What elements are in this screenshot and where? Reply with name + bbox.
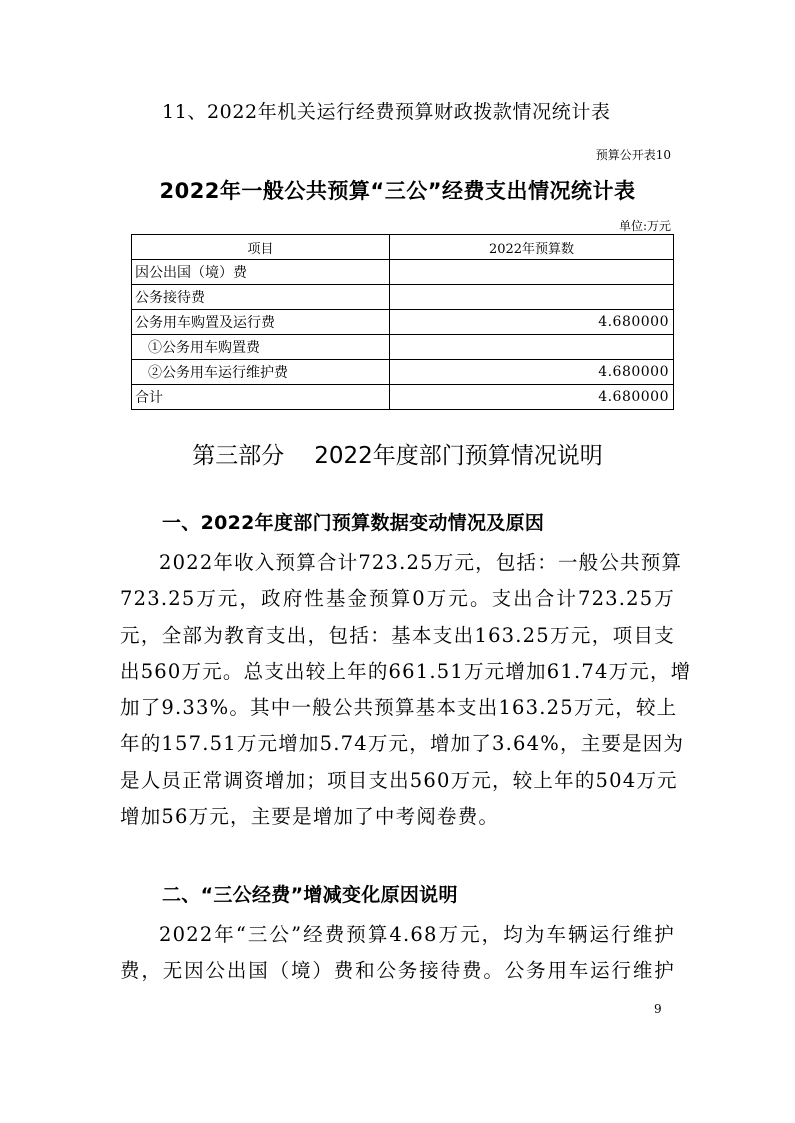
table-row [132, 360, 674, 385]
table-code: 预算公开表10 [595, 148, 671, 162]
row-value: 4.680000 [390, 360, 674, 385]
paragraph-three-public-expenses [120, 917, 675, 990]
table-row [132, 335, 674, 360]
paragraph-budget-changes [120, 545, 692, 835]
row-item: 公务接待费 [132, 285, 390, 310]
row-value: 4.680000 [390, 310, 674, 335]
paragraph-line: 年的157.51万元增加5.74万元，增加了3.64%，主要是因为 [120, 732, 685, 756]
column-header-budget: 2022年预算数 [390, 235, 674, 260]
row-value: 4.680000 [390, 385, 674, 410]
table-title: 2022年一般公共预算“三公”经费支出情况统计表 [159, 179, 636, 203]
budget-table [131, 234, 674, 410]
row-value [390, 285, 674, 310]
row-item: 因公出国（境）费 [132, 260, 390, 285]
paragraph-line: 是人员正常调资增加；项目支出560万元，较上年的504万元 [120, 768, 678, 792]
paragraph-line: 加了9.33%。其中一般公共预算基本支出163.25万元，较上 [120, 696, 678, 720]
row-item: 合计 [132, 385, 390, 410]
paragraph-line: 2022年收入预算合计723.25万元，包括：一般公共预算 [159, 551, 683, 574]
part-title [0, 437, 795, 470]
paragraph-line: 费，无因公出国（境）费和公务接待费。公务用车运行维护 [120, 959, 675, 983]
column-header-item: 项目 [132, 235, 390, 260]
table-row [132, 310, 674, 335]
paragraph-line: 2022年“三公”经费预算4.68万元，均为车辆运行维护 [159, 923, 675, 946]
page-number: 9 [654, 1002, 662, 1016]
paragraph-line: 723.25万元，政府性基金预算0万元。支出合计723.25万 [120, 587, 675, 611]
heading-budget-changes: 一、2022年度部门预算数据变动情况及原因 [162, 512, 545, 534]
table-header-row [132, 235, 674, 260]
row-value [390, 260, 674, 285]
paragraph-line: 元，全部为教育支出，包括：基本支出163.25万元，项目支 [120, 623, 675, 647]
table-total-row [132, 385, 674, 410]
section-title: 11、2022年机关运行经费预算财政拨款情况统计表 [162, 101, 611, 123]
row-item: ②公务用车运行维护费 [132, 360, 390, 385]
paragraph-line: 出560万元。总支出较上年的661.51万元增加61.74万元，增 [120, 659, 692, 683]
row-value [390, 335, 674, 360]
part-title-text: 2022年度部门预算情况说明 [314, 443, 603, 469]
unit-label: 单位:万元 [618, 219, 671, 233]
row-item: 公务用车购置及运行费 [132, 310, 390, 335]
table-row [132, 260, 674, 285]
heading-three-public-expenses: 二、“三公经费”增减变化原因说明 [162, 884, 458, 906]
row-item: ①公务用车购置费 [132, 335, 390, 360]
table-row [132, 285, 674, 310]
part-title-prefix: 第三部分 [192, 443, 285, 469]
paragraph-line: 增加56万元，主要是增加了中考阅卷费。 [120, 805, 500, 829]
